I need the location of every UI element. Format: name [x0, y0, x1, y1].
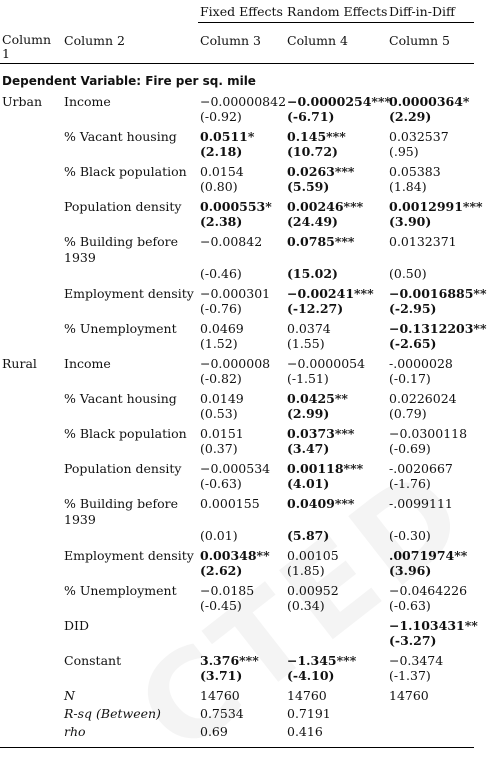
table-row — [0, 615, 474, 633]
row-section — [0, 441, 62, 458]
cell-c3: −0.0185 — [200, 583, 255, 598]
cell-c4: (5.59) — [287, 179, 330, 194]
row-label — [62, 179, 198, 196]
group-label-2 — [62, 0, 198, 23]
row-label: % Vacant housing — [64, 391, 177, 406]
row-section — [0, 458, 62, 476]
row-label: DID — [64, 618, 89, 633]
table-row-stat — [0, 179, 474, 196]
cell-c5: -.0000028 — [389, 356, 453, 371]
cell-c3: 0.0511* — [200, 129, 255, 144]
cell-c4: 0.0263*** — [287, 164, 355, 179]
cell-c4 — [285, 615, 387, 633]
row-label — [62, 371, 198, 388]
row-label — [62, 633, 198, 650]
row-label: Income — [64, 356, 111, 371]
row-section — [0, 545, 62, 563]
row-section — [0, 685, 62, 703]
cell-c5: 14760 — [389, 688, 429, 703]
row-section — [0, 388, 62, 406]
group-label-fixed-effects: Fixed Effects — [198, 0, 285, 23]
table-row — [0, 353, 474, 371]
row-label: % Building before 1939 — [64, 496, 179, 527]
cell-c3: 0.0469 — [200, 321, 244, 336]
row-section: Rural — [2, 356, 37, 371]
row-label: Employment density — [64, 548, 194, 563]
table-row-stat — [0, 668, 474, 685]
row-label — [62, 476, 198, 493]
row-label: Constant — [64, 653, 122, 668]
row-label: % Unemployment — [64, 583, 177, 598]
cell-c4: 0.0409*** — [287, 496, 355, 511]
cell-c4: −0.00241*** — [287, 286, 374, 301]
cell-c5: (0.50) — [389, 266, 427, 281]
row-section — [0, 580, 62, 598]
row-section — [0, 423, 62, 441]
cell-c5: −1.103431** — [389, 618, 478, 633]
cell-c5: (-0.69) — [389, 441, 431, 456]
cell-c4: 0.00246*** — [287, 199, 364, 214]
row-label: % Black population — [64, 164, 187, 179]
column-header-3: Column 3 — [198, 23, 285, 64]
cell-c5: (-0.30) — [389, 528, 431, 543]
table-row-stat — [0, 144, 474, 161]
cell-c5: (-1.37) — [389, 668, 431, 683]
row-section — [0, 179, 62, 196]
row-section — [0, 196, 62, 214]
cell-c5: −0.0464226 — [389, 583, 468, 598]
table-row-stat — [0, 371, 474, 388]
cell-c3: (-0.76) — [200, 301, 242, 316]
cell-c3: 0.7534 — [200, 706, 244, 721]
table-row-stat — [0, 633, 474, 650]
row-label: rho — [62, 721, 198, 748]
cell-c4: 0.0425** — [287, 391, 348, 406]
row-section — [0, 668, 62, 685]
cell-c3: (-0.63) — [200, 476, 242, 491]
table-row — [0, 196, 474, 214]
table-row — [0, 493, 474, 528]
cell-c5: 0.0000364* — [389, 94, 470, 109]
row-section — [0, 703, 62, 721]
cell-c4: 0.0373*** — [287, 426, 355, 441]
table-row — [0, 685, 474, 703]
table-row-stat — [0, 528, 474, 545]
cell-c3: 14760 — [200, 688, 240, 703]
cell-c4: −0.0000254*** — [287, 94, 392, 109]
row-label — [62, 266, 198, 283]
row-label: R-sq (Between) — [64, 706, 161, 721]
cell-c4: 0.00118*** — [287, 461, 364, 476]
cell-c5: (0.79) — [389, 406, 427, 421]
column-header-4: Column 4 — [285, 23, 387, 64]
row-label — [62, 336, 198, 353]
row-section — [0, 406, 62, 423]
cell-c3: (0.01) — [200, 528, 238, 543]
cell-c5: (2.29) — [389, 109, 432, 124]
cell-c3: (2.38) — [200, 214, 243, 229]
cell-c4 — [285, 633, 387, 650]
column-header-2: Column 2 — [62, 23, 198, 64]
cell-c3: −0.000534 — [200, 461, 271, 476]
cell-c5: -.0099111 — [389, 496, 453, 511]
cell-c4: 0.145*** — [287, 129, 346, 144]
table-row — [0, 231, 474, 266]
cell-c3: (0.37) — [200, 441, 238, 456]
cell-c3: −0.00000842 — [200, 94, 287, 109]
row-label — [62, 528, 198, 545]
cell-c4: (1.85) — [287, 563, 325, 578]
table-row-stat — [0, 441, 474, 458]
dependent-variable-row — [0, 64, 474, 92]
cell-c5 — [387, 721, 474, 748]
table-row — [0, 458, 474, 476]
cell-c5: (3.90) — [389, 214, 432, 229]
table-row — [0, 388, 474, 406]
column-header-1: Column 1 — [0, 23, 62, 64]
cell-c4: 0.0374 — [287, 321, 331, 336]
row-section — [0, 231, 62, 266]
cell-c4: (5.87) — [287, 528, 330, 543]
row-section — [0, 161, 62, 179]
cell-c4: (-4.10) — [287, 668, 335, 683]
cell-c5: 0.0132371 — [389, 234, 457, 249]
table-row-stat — [0, 109, 474, 126]
cell-c3: 0.00348** — [200, 548, 270, 563]
table-row — [0, 283, 474, 301]
table-row — [0, 318, 474, 336]
cell-c4: −1.345*** — [287, 653, 357, 668]
row-section: Urban — [2, 94, 43, 109]
cell-c5: (-1.76) — [389, 476, 431, 491]
cell-c5: (.95) — [389, 144, 419, 159]
row-section — [0, 318, 62, 336]
cell-c3: 0.0151 — [200, 426, 244, 441]
group-label-random-effects: Random Effects — [285, 0, 387, 23]
row-section — [0, 283, 62, 301]
table-row-stat — [0, 214, 474, 231]
cell-c4: 0.00952 — [287, 583, 339, 598]
cell-c3: −0.000008 — [200, 356, 271, 371]
cell-c4: (2.99) — [287, 406, 330, 421]
table-row-stat — [0, 266, 474, 283]
row-label: % Black population — [64, 426, 187, 441]
cell-c5: (-0.63) — [389, 598, 431, 613]
cell-c3: (-0.82) — [200, 371, 242, 386]
dependent-variable-label: Dependent Variable: Fire per sq. mile — [2, 74, 256, 88]
cell-c5: −0.1312203** — [389, 321, 487, 336]
table-row — [0, 545, 474, 563]
row-label — [62, 214, 198, 231]
cell-c3: 0.0154 — [200, 164, 244, 179]
cell-c5 — [387, 703, 474, 721]
row-label — [62, 109, 198, 126]
cell-c5: 0.0226024 — [389, 391, 457, 406]
cell-c4: (-1.51) — [287, 371, 329, 386]
row-section — [0, 214, 62, 231]
cell-c4: 0.0785*** — [287, 234, 355, 249]
row-section — [0, 598, 62, 615]
cell-c4: 0.7191 — [287, 706, 331, 721]
cell-c3: 0.000155 — [200, 496, 260, 511]
cell-c4: 14760 — [287, 688, 327, 703]
cell-c4: (-6.71) — [287, 109, 335, 124]
row-label: Income — [64, 94, 111, 109]
table-row-stat — [0, 476, 474, 493]
row-label: Population density — [64, 199, 182, 214]
row-section — [0, 528, 62, 545]
cell-c4: (1.55) — [287, 336, 325, 351]
column-header-5: Column 5 — [387, 23, 474, 64]
model-group-header-row — [0, 0, 474, 23]
cell-c4: 0.416 — [285, 721, 387, 748]
cell-c3: (1.52) — [200, 336, 238, 351]
cell-c4: (0.34) — [287, 598, 325, 613]
cell-c3: (-0.46) — [200, 266, 242, 281]
cell-c3: 3.376*** — [200, 653, 259, 668]
cell-c5: −0.0300118 — [389, 426, 468, 441]
table-row — [0, 650, 474, 668]
cell-c5: (-3.27) — [389, 633, 437, 648]
row-section — [0, 336, 62, 353]
cell-c3: −0.000301 — [200, 286, 271, 301]
row-label — [62, 668, 198, 685]
cell-c5: −0.0016885** — [389, 286, 487, 301]
cell-c4: (10.72) — [287, 144, 338, 159]
table-row — [0, 721, 474, 748]
cell-c5: (1.84) — [389, 179, 427, 194]
column-header-row — [0, 23, 474, 64]
row-label — [62, 406, 198, 423]
cell-c5: 0.05383 — [389, 164, 441, 179]
table-row — [0, 703, 474, 721]
row-section — [0, 144, 62, 161]
row-section — [0, 301, 62, 318]
cell-c3: (-0.45) — [200, 598, 242, 613]
cell-c3 — [198, 633, 285, 650]
row-section — [0, 563, 62, 580]
cell-c3: −0.00842 — [200, 234, 263, 249]
cell-c5: 0.032537 — [389, 129, 449, 144]
row-label — [62, 441, 198, 458]
table-row-stat — [0, 563, 474, 580]
cell-c5: .0071974** — [389, 548, 468, 563]
cell-c4: (15.02) — [287, 266, 338, 281]
row-section — [0, 476, 62, 493]
cell-c3: (0.53) — [200, 406, 238, 421]
row-section — [0, 371, 62, 388]
row-section — [0, 650, 62, 668]
table-row-stat — [0, 336, 474, 353]
table-row — [0, 423, 474, 441]
row-label: % Vacant housing — [64, 129, 177, 144]
row-label — [62, 598, 198, 615]
cell-c3: (2.62) — [200, 563, 243, 578]
table-row-stat — [0, 301, 474, 318]
cell-c5: -.0020667 — [389, 461, 453, 476]
row-label: % Unemployment — [64, 321, 177, 336]
cell-c5: (-0.17) — [389, 371, 431, 386]
cell-c3: (2.18) — [200, 144, 243, 159]
row-section — [0, 493, 62, 528]
table-row-stat — [0, 598, 474, 615]
cell-c3: (0.80) — [200, 179, 238, 194]
row-section — [0, 721, 62, 748]
cell-c4: (-12.27) — [287, 301, 344, 316]
row-label — [62, 301, 198, 318]
cell-c5: (3.96) — [389, 563, 432, 578]
cell-c3: 0.000553* — [200, 199, 272, 214]
cell-c3: 0.69 — [198, 721, 285, 748]
table-row-stat — [0, 406, 474, 423]
cell-c3 — [198, 615, 285, 633]
row-section — [0, 633, 62, 650]
table-row — [0, 161, 474, 179]
table-row — [0, 580, 474, 598]
row-label: Population density — [64, 461, 182, 476]
cell-c4: (24.49) — [287, 214, 338, 229]
cell-c3: 0.0149 — [200, 391, 244, 406]
cell-c5: (-2.65) — [389, 336, 437, 351]
cell-c4: −0.0000054 — [287, 356, 366, 371]
cell-c5: 0.0012991*** — [389, 199, 483, 214]
row-label — [62, 144, 198, 161]
cell-c4: (4.01) — [287, 476, 330, 491]
cell-c4: (3.47) — [287, 441, 330, 456]
table-row — [0, 91, 474, 109]
cell-c5: (-2.95) — [389, 301, 437, 316]
group-label-1 — [0, 0, 62, 23]
row-section — [0, 109, 62, 126]
row-section — [0, 126, 62, 144]
cell-c3: (3.71) — [200, 668, 243, 683]
group-label-diff-in-diff: Diff-in-Diff — [387, 0, 474, 23]
cell-c3: (-0.92) — [200, 109, 242, 124]
row-label: Employment density — [64, 286, 194, 301]
row-section — [0, 266, 62, 283]
row-label: N — [64, 688, 75, 703]
results-body — [0, 64, 487, 748]
cell-c5: −0.3474 — [389, 653, 444, 668]
row-section — [0, 615, 62, 633]
cell-c4: 0.00105 — [287, 548, 339, 563]
table-row — [0, 126, 474, 144]
row-label: % Building before 1939 — [64, 234, 179, 265]
row-label — [62, 563, 198, 580]
